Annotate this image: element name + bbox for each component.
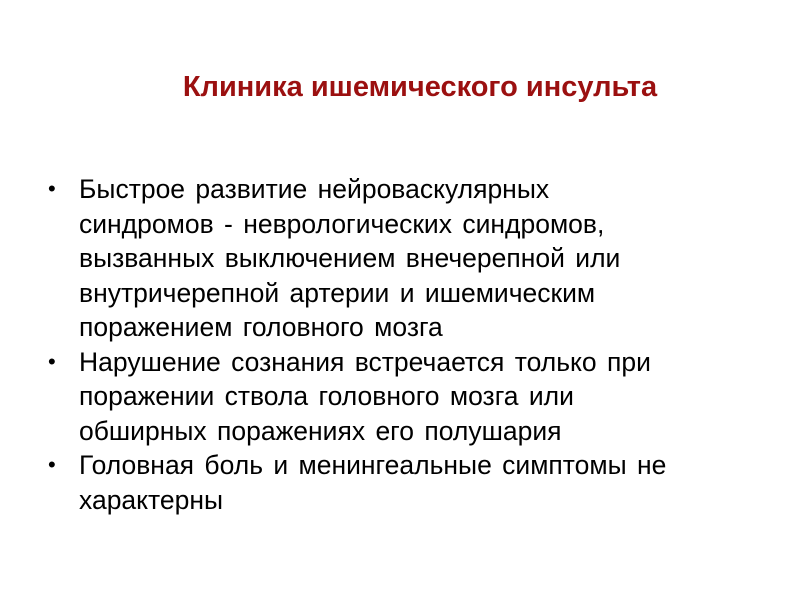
bullet-icon: • bbox=[48, 348, 56, 374]
bullet-line: Нарушение сознания встречается только при bbox=[79, 346, 651, 377]
bullet-line: синдромов - неврологических синдромов, bbox=[79, 208, 605, 239]
bullet-line: внутричерепной артерии и ишемическим bbox=[79, 277, 596, 308]
bullet-icon: • bbox=[48, 452, 56, 477]
slide-title: Клиника ишемического инсульта bbox=[182, 71, 658, 103]
bullet-icon: • bbox=[48, 176, 56, 201]
bullet-line: характерны bbox=[79, 484, 224, 515]
bullet-item bbox=[44, 345, 760, 449]
bullet-line: обширных поражениях его полушария bbox=[79, 415, 562, 446]
bullet-line: вызванных выключением внечерепной или bbox=[79, 243, 621, 273]
bullet-line: Головная боль и менингеальные симптомы не bbox=[79, 450, 667, 480]
bullet-item bbox=[44, 172, 760, 345]
bullet-line: Быстрое развитие нейроваскулярных bbox=[79, 174, 550, 204]
bullet-line: поражением головного мозга bbox=[79, 312, 443, 342]
bullet-list bbox=[44, 172, 760, 517]
bullet-item bbox=[44, 448, 760, 517]
bullet-line: поражении ствола головного мозга или bbox=[79, 381, 574, 411]
